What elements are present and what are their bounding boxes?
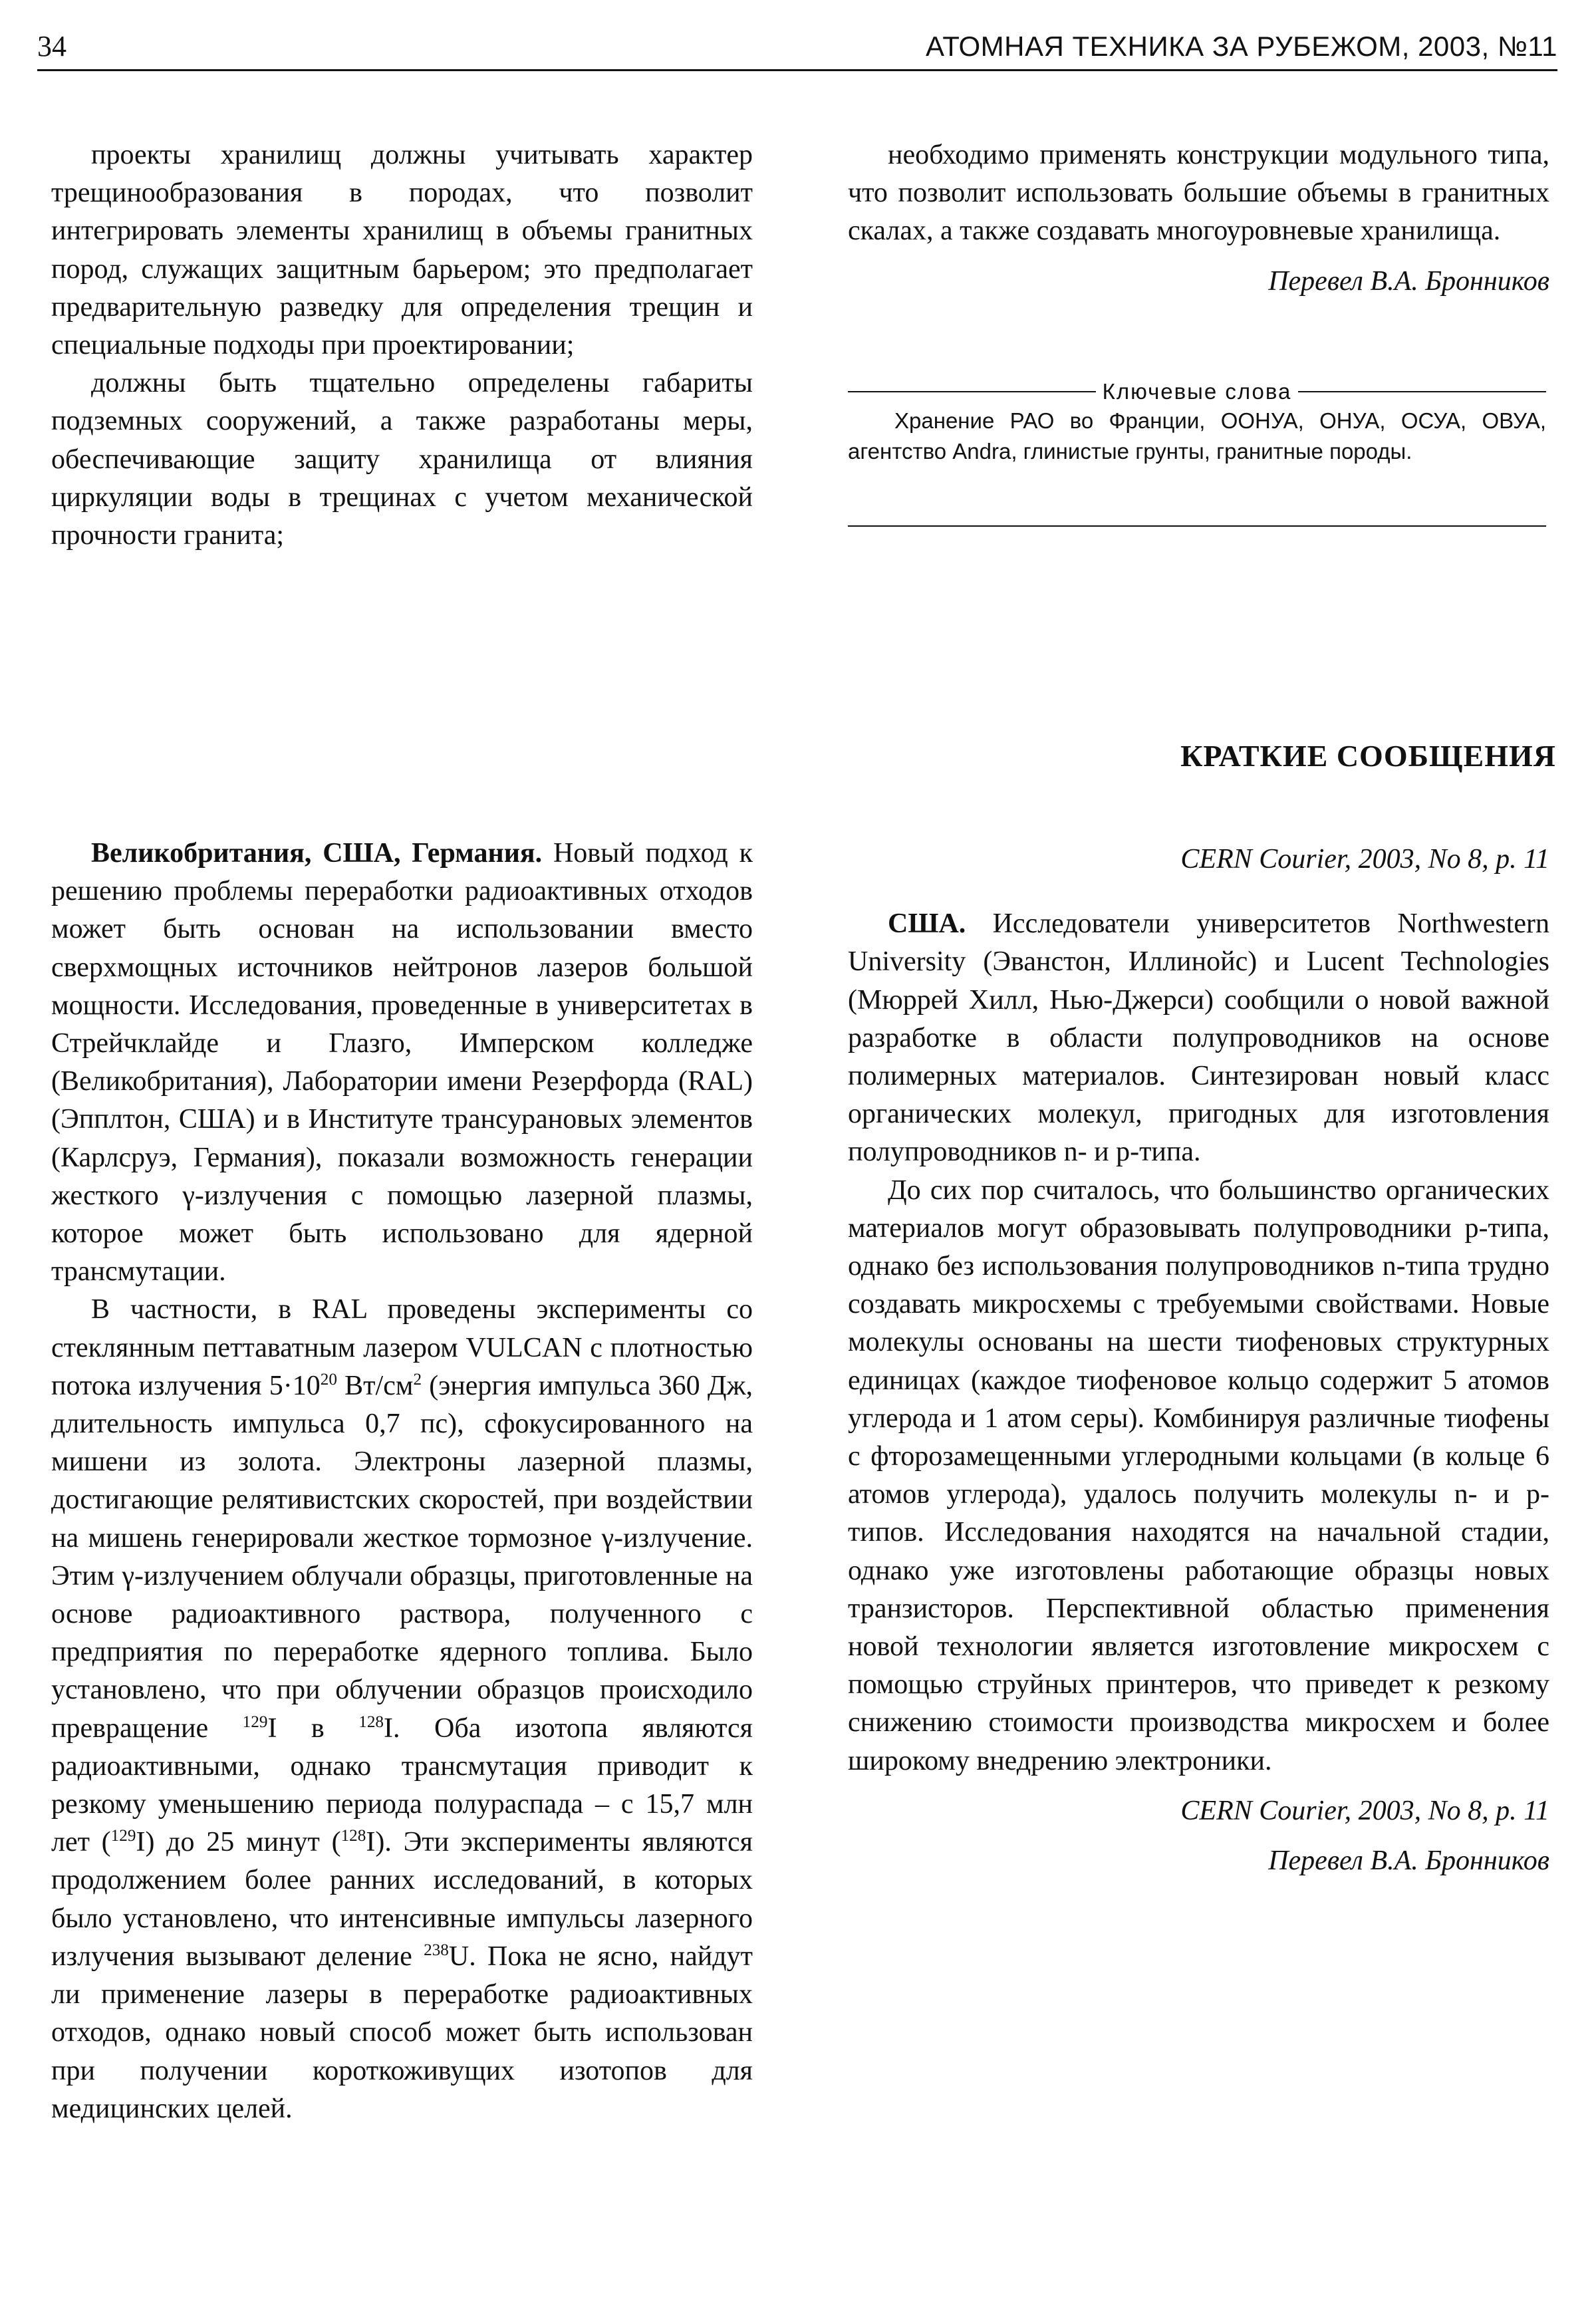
translator-credit: Перевел В.А. Бронников (1268, 1845, 1549, 1877)
news-paragraph: До сих пор считалось, что большинство органических материалов могут образовывать полупроводники р-типа, однако без использования полупроводников n-типа трудно создавать микросхемы с требуемыми свойствами. Новые молекулы основаны на шести тиофеновых структурных единицах (каждое тиофеновое кольцо содержит 5 атомов углерода и 1 атом серы). Комбинируя различные тиофены с фторозамещенными углеродными кольцами (в кольце 6 атомов углерода), удалось получить молекулы n- и р-типов. Исследования находятся на начальной стадии, однако уже изготовлены работающие образцы новых транзисторов. Перспективной областью применения новой технологии является изготовление микросхем с помощью струйных принтеров, что приведет к резкому снижению стоимости производства микросхем и более широкому внедрению электроники. (848, 1174, 1549, 1776)
news-item-1-column (51, 835, 753, 2128)
keywords-header (848, 379, 1546, 404)
paragraph: проекты хранилищ должны учитывать характер трещинообразования в породах, что позволит интегрировать элементы хранилищ в объемы гранитных пород, служащих защитным барьером; это предполагает предварительную разведку для определения трещин и специальные подходы при проектировании; (51, 140, 753, 361)
keywords-bottom-rule (848, 525, 1546, 527)
keywords-rule-left (848, 391, 1096, 392)
keywords-text (848, 406, 1546, 467)
section-title: КРАТКИЕ СООБЩЕНИЯ (1180, 739, 1556, 773)
running-head: АТОМНАЯ ТЕХНИКА ЗА РУБЕЖОМ, 2003, №11 (925, 31, 1557, 62)
news-item-2-column (848, 841, 1549, 1880)
news-paragraph: США. Исследователи университетов Northwestern University (Эванстон, Иллинойс) и Lucent Technologies (Мюррей Хилл, Нью-Джерси) сообщили о новой важной разработке в области полупроводников на основе полимерных материалов. Синтезирован новый класс органических молекул, пригодных для изготовления полупроводников n- и р-типа. (848, 908, 1549, 1168)
paragraph: должны быть тщательно определены габариты подземных сооружений, а также разработаны меры, обеспечивающие защиту хранилища от влияния циркуляции воды в трещинах с учетом механической прочности гранита; (51, 368, 753, 551)
paragraph: необходимо применять конструкции модульного типа, что позволит использовать большие объемы в гранитных скалах, а также создавать многоуровневые хранилища. (848, 140, 1549, 247)
news-paragraph: В частности, в RAL проведены эксперименты со стеклянным петтаватным лазером VULCAN с плотностью потока излучения $5\cdot 10^{20}$ $Вт/см^2$ (энергия импульса 360 Дж, длительность импульса 0,7 пс), сфокусированного на мишени из золота. Электроны лазерной плазмы, достигающие релятивистских скоростей, при воздействии на мишень генерировали жесткое тормозное γ-излучение. Этим γ-излучением облучали образцы, приготовленные на основе радиоактивного раствора, полученного с предприятия по переработке ядерного топлива. Было установлено, что при облучении образцов происходило превращение $^{129}$I в $^{128}$I. Оба изотопа являются радиоактивными, однако трансмутация приводит к резкому уменьшению периода полураспада – с 15,7 млн лет ($^{129}$I) до 25 минут ($^{128}$I). Эти эксперименты являются продолжением более ранних исследований, в которых было установлено, что интенсивные импульсы лазерного излучения вызывают деление $^{238}$U. Пока не ясно, найдут ли применение лазеры в переработке радиоактивных отходов, однако новый способ может быть использован при получении короткоживущих изотопов для медицинских целей. (51, 1294, 753, 2124)
page-number: 34 (37, 30, 66, 63)
top-right-column (848, 136, 1549, 301)
news-lead: США. (888, 908, 966, 940)
header-rule (37, 69, 1557, 71)
news-paragraph: Великобритания, США, Германия. Новый подход к решению проблемы переработки радиоактивных отходов может быть основан на использовании вместо сверхмощных источников нейтронов лазеров большой мощности. Исследования, проведенные в университетах в Стрейчклайде и Глазго, Имперском колледже (Великобритания), Лаборатории имени Резерфорда (RAL) (Эпплтон, США) и в Институте трансурановых элементов (Карлсруэ, Германия), показали возможность генерации жесткого γ-излучения с помощью лазерной плазмы, которое может быть использовано для ядерной трансмутации. (51, 838, 753, 1288)
news-source: CERN Courier, 2003, No 8, p. 11 (1180, 1795, 1549, 1826)
news-source: CERN Courier, 2003, No 8, p. 11 (1180, 844, 1549, 875)
top-left-column (51, 136, 753, 555)
keywords-rule-right (1298, 391, 1546, 392)
translator-credit: Перевел В.А. Бронников (1268, 265, 1549, 297)
keywords-list: Хранение РАО во Франции, ООНУА, ОНУА, ОСУА, ОВУА, агентство Andra, глинистые грунты, гранитные породы. (848, 408, 1546, 464)
keywords-title: Ключевые слова (1102, 379, 1292, 404)
news-lead: Великобритания, США, Германия. (91, 838, 543, 869)
